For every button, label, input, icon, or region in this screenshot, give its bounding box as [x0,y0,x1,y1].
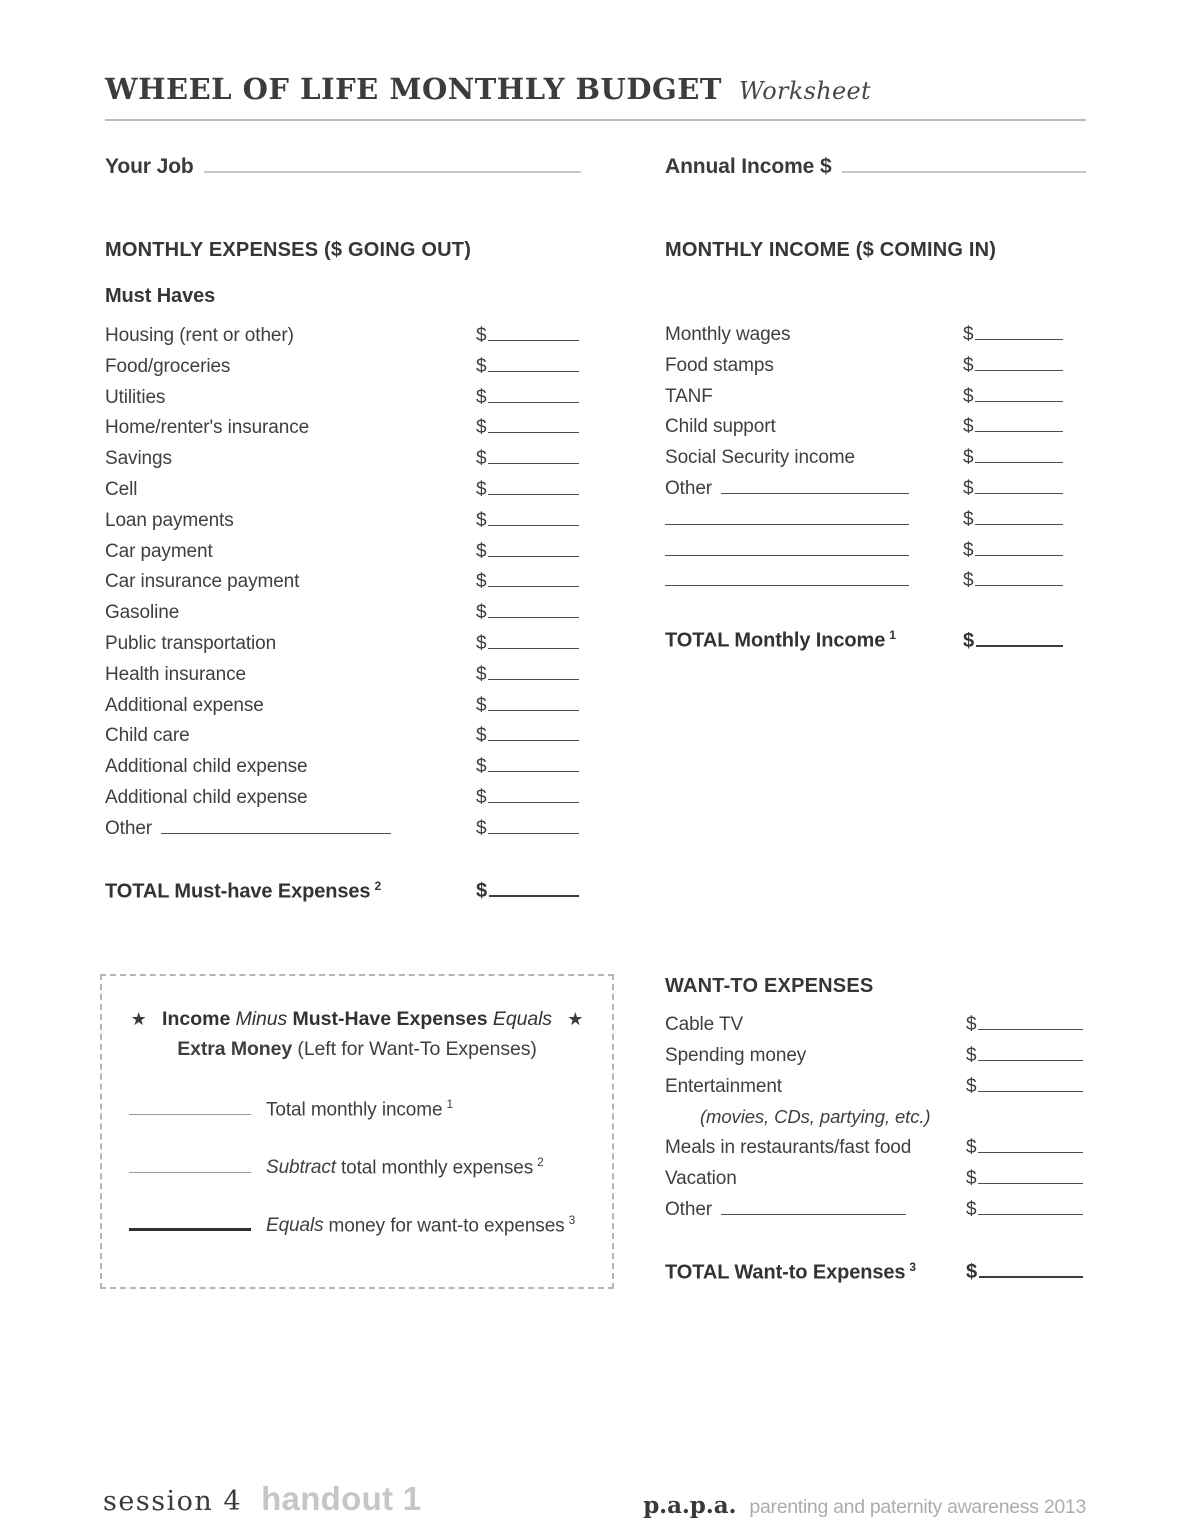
amount-blank-line[interactable] [975,339,1063,340]
want-to-label: Meals in restaurants/fast food [665,1137,912,1159]
footer-tagline-label: parenting and paternity awareness 2013 [749,1496,1086,1518]
amount-blank-line[interactable] [975,462,1063,463]
amount-blank-line[interactable] [489,895,579,897]
amount-blank-line[interactable] [488,833,579,834]
expense-label: Health insurance [105,663,246,685]
amount-field [476,571,579,593]
amount-blank-line[interactable] [488,586,579,587]
total-amount-field [476,880,579,903]
income-label: TANF [665,385,713,407]
expense-other-label: Other [105,817,153,839]
total-want-to-label: TOTAL Want-to Expenses $^3$ [665,1259,917,1284]
dollar-sign: $ [963,447,974,469]
want-to-row [665,1137,1083,1168]
amount-blank-line[interactable] [975,401,1063,402]
amount-field [966,1076,1083,1098]
dollar-sign: $ [963,477,974,499]
expense-label: Loan payments [105,509,234,531]
expense-row [105,695,579,726]
dollar-sign: $ [963,354,974,376]
box-subtitle-rest: (Left for Want-To Expenses) [297,1038,537,1060]
expense-label: Utilities [105,386,166,408]
box-title-must-have: Must-Have Expenses [292,1008,488,1030]
total-monthly-income-label: TOTAL Monthly Income $^1$ [665,628,896,652]
total-monthly-income-row [665,628,1063,653]
amount-blank-line[interactable] [975,370,1063,371]
dollar-sign: $ [476,632,487,654]
dollar-sign: $ [966,1014,977,1035]
amount-field [476,356,579,378]
want-to-row [665,1045,1083,1076]
footer-org-label: p.a.p.a. [643,1492,737,1519]
total-amount-field [963,630,1063,653]
expense-row [105,541,579,572]
income-row [665,386,1063,417]
amount-field [476,818,579,840]
monthly-expenses-header: MONTHLY EXPENSES ($ GOING OUT) [105,239,472,261]
amount-blank-line[interactable] [978,1152,1083,1153]
expense-label: Gasoline [105,602,180,624]
amount-blank-line[interactable] [978,1029,1083,1030]
want-to-row [665,1076,1083,1107]
want-to-label: Vacation [665,1168,737,1190]
expense-label: Child care [105,725,190,747]
dollar-sign: $ [963,324,974,345]
annual-income-label: Annual Income $ [665,155,832,178]
amount-blank-line[interactable] [975,524,1063,525]
amount-blank-line[interactable] [978,1214,1083,1215]
want-to-other-label: Other [665,1198,713,1220]
amount-blank-line[interactable] [488,771,579,772]
amount-blank-line[interactable] [488,710,579,711]
amount-blank-line[interactable] [488,617,579,618]
footnote-marker: 3 [568,1212,576,1227]
dollar-sign: $ [476,325,487,346]
income-label: Social Security income [665,447,855,469]
extra-money-box [100,974,614,1289]
want-to-expenses-section [665,975,1083,1284]
dollar-sign: $ [966,1168,977,1190]
amount-blank-line[interactable] [488,556,579,557]
box-row-label: Subtract total monthly expenses $^2$ [266,1154,544,1179]
expense-row [105,387,579,418]
box-row-label: Total monthly income $^1$ [266,1097,454,1121]
footer-handout-label: handout 1 [261,1480,422,1517]
dollar-sign: $ [966,1261,978,1284]
expense-row [105,479,579,510]
expense-row [105,664,579,695]
expense-row [105,725,579,756]
amount-blank-line[interactable] [978,1091,1083,1092]
your-job-label: Your Job [105,155,194,178]
annual-income-blank-line[interactable] [842,171,1086,173]
monthly-expenses-section [105,239,579,903]
expense-row [105,356,579,387]
box-title-equals: Equals [492,1008,552,1030]
page-title [105,72,1087,106]
amount-field [966,1168,1083,1190]
expense-label: Public transportation [105,632,277,654]
dollar-sign: $ [476,540,487,562]
must-haves-subheader: Must Haves [105,285,216,307]
total-want-to-row [665,1260,1083,1285]
dollar-sign: $ [966,1198,977,1220]
amount-field [966,1045,1083,1067]
amount-field [963,447,1063,469]
monthly-income-header: MONTHLY INCOME ($ COMING IN) [665,239,997,261]
dollar-sign: $ [966,1137,977,1159]
amount-blank-line[interactable] [978,1183,1083,1184]
income-row [665,324,1063,355]
amount-field [476,510,579,532]
dollar-sign: $ [476,509,487,531]
box-row-label: Equals money for want-to expenses $^3$ [266,1212,576,1236]
amount-blank-line[interactable] [488,740,579,741]
other-blank-line[interactable] [721,493,909,494]
total-must-have-row [105,879,579,904]
dollar-sign: $ [476,880,488,903]
amount-blank-line[interactable] [975,493,1063,494]
expense-row [105,448,579,479]
dollar-sign: $ [963,539,974,561]
amount-field [476,756,579,778]
fill-in-line[interactable] [665,524,909,525]
fill-in-line[interactable] [129,1228,251,1231]
star-icon: ★ [567,1009,584,1029]
income-row [665,447,1063,478]
footnote-marker: 1 [446,1097,454,1111]
want-to-row [665,1168,1083,1199]
expense-label: Home/renter's insurance [105,417,310,439]
monthly-income-section [665,239,1063,653]
expense-row [105,787,579,818]
want-to-expenses-header: WANT-TO EXPENSES [665,975,874,997]
amount-blank-line[interactable] [975,555,1063,556]
amount-field [476,787,579,809]
fill-in-line[interactable] [665,585,909,586]
dollar-sign: $ [476,663,487,685]
dollar-sign: $ [476,417,487,439]
amount-blank-line[interactable] [488,402,579,403]
expense-label: Savings [105,448,172,470]
amount-field [966,1014,1083,1036]
amount-field [963,355,1063,377]
amount-blank-line[interactable] [976,645,1063,647]
amount-field [963,416,1063,438]
dollar-sign: $ [476,756,487,778]
entertainment-note: (movies, CDs, partying, etc.) [700,1106,931,1128]
income-label: Food stamps [665,354,774,376]
amount-blank-line[interactable] [488,679,579,680]
income-other-label: Other [665,477,713,499]
amount-blank-line[interactable] [978,1060,1083,1061]
dollar-sign: $ [476,725,487,747]
your-job-blank-line[interactable] [204,171,581,173]
amount-field [476,417,579,439]
extra-money-box-subtitle [102,1038,612,1061]
expense-label: Additional child expense [105,786,308,808]
page-title-main: WHEEL OF LIFE MONTHLY BUDGET [105,72,722,106]
fill-in-line[interactable] [129,1172,251,1173]
other-blank-line[interactable] [721,1214,906,1215]
amount-field [476,664,579,686]
income-other-row [665,478,1063,509]
star-icon: ★ [130,1009,147,1029]
fill-in-line[interactable] [665,555,909,556]
income-row [665,416,1063,447]
want-to-label: Cable TV [665,1014,744,1035]
box-title-income: Income [162,1008,231,1030]
dollar-sign: $ [966,1075,977,1097]
expense-row [105,602,579,633]
annual-income-field [665,155,1086,179]
dollar-sign: $ [963,416,974,438]
page-title-subtitle: Worksheet [738,77,871,105]
expense-label: Food/groceries [105,355,231,377]
income-label: Child support [665,416,776,438]
want-to-label: Entertainment [665,1075,782,1097]
expense-label: Additional child expense [105,756,308,778]
box-title-minus: Minus [235,1008,288,1030]
expense-other-row [105,818,579,849]
amount-field [966,1199,1083,1221]
box-subtitle-extra-money: Extra Money [177,1038,293,1060]
want-to-row [665,1014,1083,1045]
dollar-sign: $ [966,1044,977,1066]
expense-label: Additional expense [105,694,264,716]
expense-row [105,571,579,602]
amount-field [476,541,579,563]
box-row-total-income [129,1097,612,1121]
amount-blank-line[interactable] [975,585,1063,586]
amount-field [963,570,1063,592]
total-amount-field [966,1261,1083,1284]
amount-blank-line[interactable] [488,648,579,649]
amount-field [963,540,1063,562]
other-blank-line[interactable] [161,833,391,834]
expense-row [105,510,579,541]
income-blank-row [665,509,1063,540]
dollar-sign: $ [476,386,487,408]
dollar-sign: $ [476,817,487,839]
expense-label: Car payment [105,540,213,562]
income-label: Monthly wages [665,324,791,345]
amount-field [966,1137,1083,1159]
income-blank-row [665,570,1063,601]
dollar-sign: $ [476,478,487,500]
footnote-marker: 3 [909,1259,917,1274]
amount-field [476,325,579,347]
amount-field [963,324,1063,346]
amount-field [963,478,1063,500]
amount-field [476,695,579,717]
amount-field [963,386,1063,408]
expense-label: Car insurance payment [105,571,300,593]
amount-blank-line[interactable] [488,494,579,495]
expense-label: Cell [105,478,138,500]
total-must-have-label: TOTAL Must-have Expenses $^2$ [105,878,382,903]
want-to-label: Spending money [665,1044,807,1066]
amount-blank-line[interactable] [975,431,1063,432]
amount-blank-line[interactable] [488,463,579,464]
dollar-sign: $ [476,786,487,808]
amount-field [476,633,579,655]
footnote-marker: 2 [537,1154,544,1169]
dollar-sign: $ [476,448,487,470]
box-row-subtract-expenses [129,1155,612,1179]
footnote-marker: 1 [889,628,896,643]
box-row-equals-wantto [129,1213,612,1237]
header-divider [105,119,1086,121]
want-to-other-row [665,1199,1083,1230]
footer-session-label: session 4 [103,1486,243,1517]
amount-blank-line[interactable] [979,1276,1083,1278]
income-row [665,355,1063,386]
amount-field [476,448,579,470]
amount-field [476,602,579,624]
dollar-sign: $ [476,571,487,593]
amount-blank-line[interactable] [488,432,579,433]
expense-row [105,756,579,787]
amount-field [476,387,579,409]
amount-field [963,509,1063,531]
amount-blank-line[interactable] [488,525,579,526]
dollar-sign: $ [476,355,487,377]
amount-blank-line[interactable] [488,340,579,341]
dollar-sign: $ [963,629,975,652]
amount-field [476,479,579,501]
income-blank-row [665,540,1063,571]
expense-label: Housing (rent or other) [105,325,294,346]
dollar-sign: $ [963,508,974,530]
expense-row [105,417,579,448]
extra-money-box-title [102,1008,612,1031]
dollar-sign: $ [476,694,487,716]
footnote-marker: 2 [374,878,382,893]
expense-row [105,633,579,664]
expense-row [105,325,579,356]
amount-field [476,725,579,747]
dollar-sign: $ [963,385,974,407]
dollar-sign: $ [963,570,974,592]
amount-blank-line[interactable] [488,802,579,803]
your-job-field [105,155,581,179]
footer-session-handout [103,1480,421,1518]
fill-in-line[interactable] [129,1114,251,1115]
amount-blank-line[interactable] [488,371,579,372]
footer-branding [643,1492,1086,1519]
dollar-sign: $ [476,602,487,624]
